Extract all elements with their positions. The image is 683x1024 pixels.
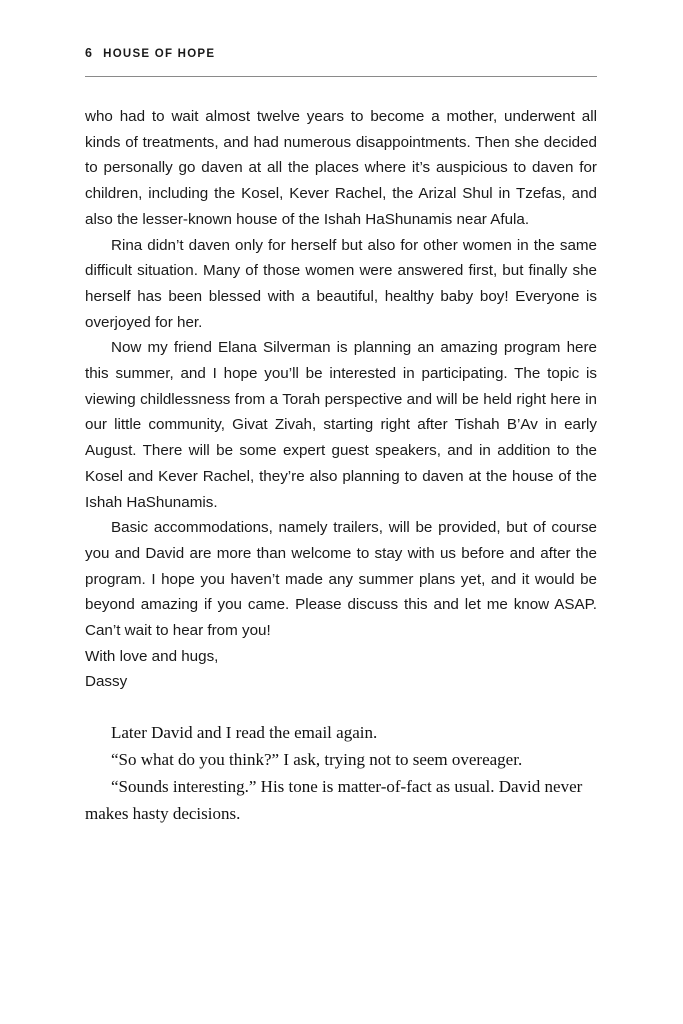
- page-body: [85, 104, 597, 827]
- narrative-paragraph: “So what do you think?” I ask, trying not to seem overeager.: [111, 750, 523, 770]
- narrative-paragraph: Later David and I read the email again.: [111, 723, 378, 743]
- letter-signature: Dassy: [85, 673, 128, 691]
- letter-paragraph: Now my friend Elana Silverman is planning an amazing program here this summer, and I hope you’ll be interested in participating. The topic is viewing childlessness from a Torah perspective and will be held right here in our little community, Givat Zivah, starting right after Tishah B’Av in early August. There will be some expert guest speakers, and in addition to the Kosel and Kever Rachel, they’re also planning to daven at the house of the Ishah HaShunamis.: [85, 339, 597, 511]
- letter-paragraph: who had to wait almost twelve years to become a mother, underwent all kinds of treatments, and had numerous disappointments. Then she decided to personally go daven at all the places where it’s auspicious to daven for children, including the Kosel, Kever Rachel, the Arizal Shul in Tzefas, and also the lesser-known house of the Ishah HaShunamis near Afula.: [85, 108, 597, 228]
- narrative-block: [85, 719, 597, 827]
- section-gap: [85, 695, 597, 719]
- letter-signoff: With love and hugs,: [85, 647, 219, 665]
- page-number: 6: [85, 46, 93, 60]
- narrative-paragraph: “Sounds interesting.” His tone is matter-of-fact as usual. David never makes hasty decisions.: [85, 777, 583, 824]
- letter-paragraph: Rina didn’t daven only for herself but also for other women in the same difficult situation. Many of those women were answered first, but finally she herself has been blessed with a beautiful, healthy baby boy! Everyone is overjoyed for her.: [85, 236, 597, 331]
- running-head: [85, 46, 597, 60]
- letter-block: [85, 104, 597, 695]
- header-rule: [85, 76, 597, 77]
- book-title: HOUSE OF HOPE: [103, 48, 216, 60]
- letter-paragraph: Basic accommodations, namely trailers, will be provided, but of course you and David are more than welcome to stay with us before and after the program. I hope you haven’t made any summer plans yet, and it would be beyond amazing if you came. Please discuss this and let me know ASAP. Can’t wait to hear from you!: [85, 519, 597, 640]
